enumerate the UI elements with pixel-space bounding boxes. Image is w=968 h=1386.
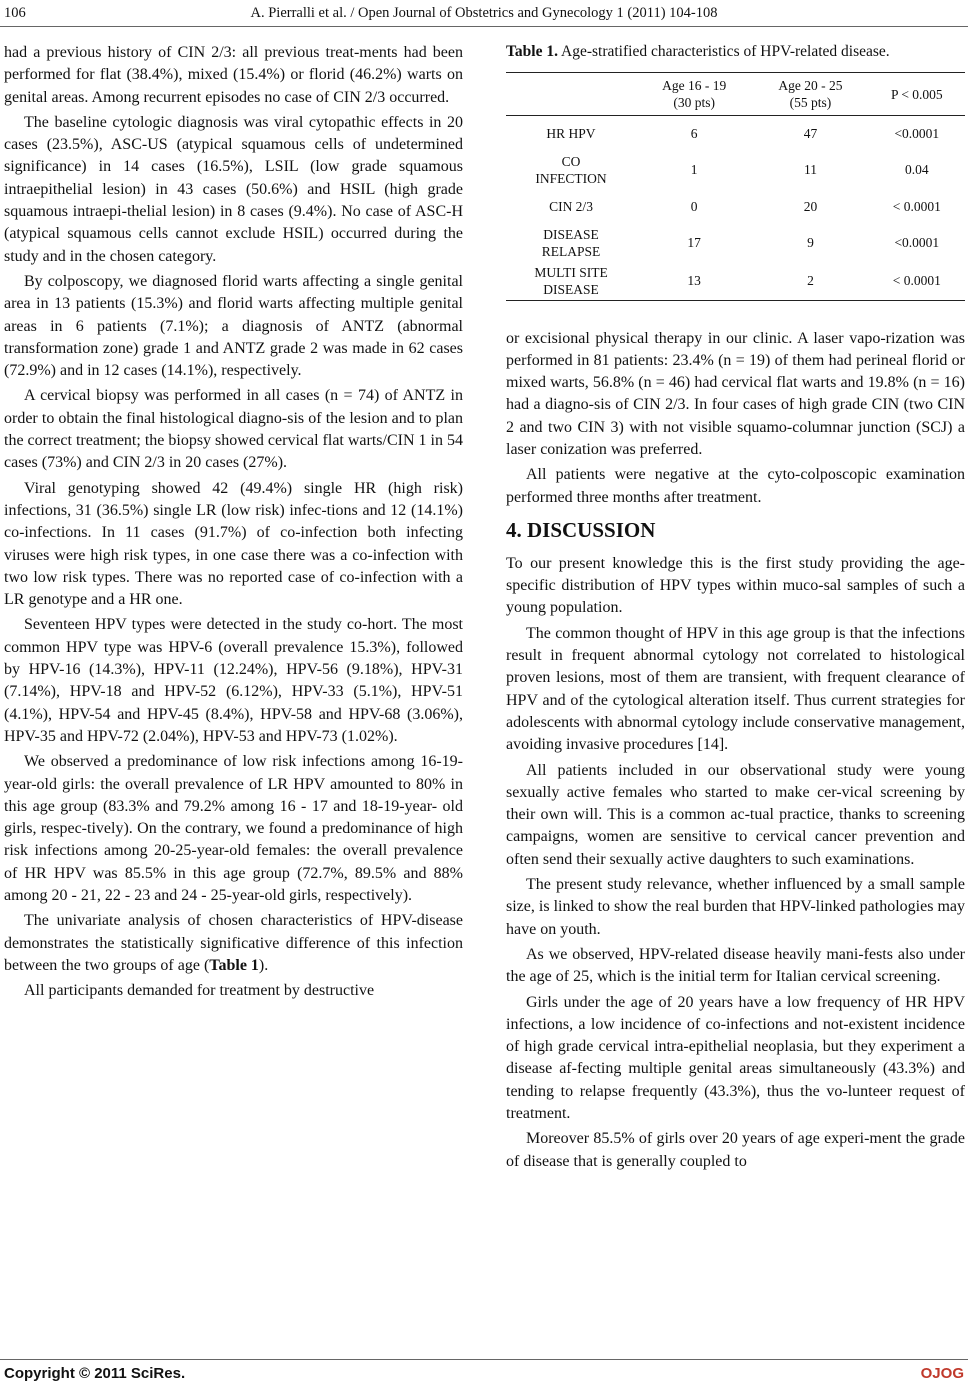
running-title: A. Pierralli et al. / Open Journal of Obstetrics and Gynecology 1 (2011) 104-108 — [250, 5, 718, 21]
paragraph: Seventeen HPV types were detected in the study co-hort. The most common HPV type was HPV-6 (overall prevalence 15.3%), followed by HPV-16 (14.3%), HPV-11 (12.24%), HPV-56 (9.18%), HPV-31 (7.14%), HPV-18 and HPV-52 (6.12%), HPV-33 (5.1%), HPV-51 (4.1%), HPV-54 and HPV-45 (8.4%), HPV-58 and HPV-68 (3.06%), HPV-35 and HPV-72 (2.04%), HPV-53 and HPV-73 (1.02%). — [4, 616, 463, 745]
cell-age-16-19: 13 — [687, 273, 701, 288]
paragraph: All patients were negative at the cyto-colposcopic examination performed three months after treatment. — [506, 466, 965, 506]
row-label-line: RELAPSE — [541, 243, 601, 259]
table-row — [506, 262, 965, 301]
table-header-empty — [506, 73, 636, 116]
paragraph: To our present knowledge this is the first study providing the age-specific distribution of HPV types within muco-sal samples of such a young population. — [506, 554, 965, 617]
row-label — [506, 189, 636, 224]
row-label — [506, 262, 636, 301]
paragraph-univariate — [4, 910, 463, 977]
cell-age-16-19: 17 — [687, 235, 701, 250]
table-caption-label: Table 1. — [506, 43, 558, 60]
cell-p-value: <0.0001 — [894, 235, 940, 250]
cell-age-20-25: 11 — [803, 162, 817, 177]
row-label-line: CIN 2/3 — [549, 198, 593, 214]
cell-age-20-25: 2 — [807, 273, 814, 288]
page-footer — [0, 1359, 968, 1386]
cell-age-20-25: 47 — [803, 125, 818, 141]
table-header-row — [506, 73, 965, 116]
cell-p-value: <0.0001 — [894, 125, 940, 141]
paragraph: All participants demanded for treatment by destructive — [24, 982, 375, 1000]
paragraph: The common thought of HPV in this age group is that the infections result in frequent abnormal cytology not correlated to histological proven lesions, most of them are transient, with frequent clearance of HPV and of the cytological alteration itself. Thus current strategies for adolescents with abnormal cytology include conservative management, avoiding invasive procedures [14]. — [506, 624, 965, 754]
page-number: 106 — [4, 5, 26, 21]
paragraph: By colposcopy, we diagnosed florid warts affecting a single genital area in 13 patients (15.3%) and florid warts affecting multiple genital areas in 6 patients (7.1%); a diagnosis of ANTZ (abnormal transformation zone) grade 1 and ANTZ grade 2 was made in 62 cases (72.9%) and in 12 cases (14.1%), respectively. — [4, 272, 463, 380]
row-label-line: MULTI SITE — [534, 264, 608, 280]
table-header-p-value: P < 0.005 — [890, 86, 943, 102]
table-row — [506, 189, 965, 224]
header-line: Age 20 - 25 — [778, 78, 843, 93]
table-header-age-20-25 — [752, 73, 868, 116]
characteristics-table — [506, 72, 965, 301]
table-row — [506, 151, 965, 189]
footer-rule — [0, 1359, 968, 1360]
table-caption-text: Age-stratified characteristics of HPV-related disease. — [557, 43, 890, 60]
header-rule — [0, 26, 968, 27]
paragraph: or excisional physical therapy in our clinic. A laser vapo-rization was performed in 81 patients: 23.4% (n = 19) of them had perineal florid or mixed warts, 56.8% (n = 46) had cervical flat warts and 19.8% (n = 16) had a diagno-sis of CIN 2/3. In four cases of high grade CIN (two CIN 2 and two CIN 3) with not visible squamo-columnar junction (SCJ) a laser conization was preferred. — [506, 329, 965, 458]
table-spacer — [506, 301, 965, 328]
cell-age-20-25: 20 — [803, 198, 818, 214]
paragraph-text-end: ). — [258, 956, 269, 974]
paragraph: Girls under the age of 20 years have a low frequency of HR HPV infections, a low incidence of co-infections and not-existent incidence of high grade cervical intra-epithelial neoplasia, but they experiment a disease af-fecting multiple genital areas simultaneously (43.3%) and tending to relapse frequently (43.3%), thus the vo-lunteer request of treatment. — [506, 993, 965, 1122]
row-label — [506, 224, 636, 262]
header-line: Age 16 - 19 — [662, 78, 727, 93]
paragraph: The baseline cytologic diagnosis was viral cytopathic effects in 20 cases (23.5%), ASC-US (atypical squamous cells of undetermined significance) in 14 cases (16.5%), LSIL (low grade squamous intraepithelial lesion) in 43 cases (50.6%) and HSIL (high grade squamous intraepi-thelial lesion) in 8 cases (9.4%). No case of ASC-H (atypical squamous cells cannot exclude HSIL) occurred during the study and in the chosen category. — [4, 113, 463, 265]
paragraph: Moreover 85.5% of girls over 20 years of age experi-ment the grade of disease that is generally coupled to — [506, 1130, 965, 1170]
section-heading-discussion: 4. DISCUSSION — [506, 517, 656, 542]
row-label-line: HR HPV — [546, 125, 596, 141]
row-label-line: CO — [561, 153, 581, 169]
cell-age-16-19: 1 — [690, 162, 698, 177]
row-label-line: DISEASE — [543, 226, 599, 242]
cell-age-16-19: 6 — [690, 125, 698, 141]
row-label — [506, 151, 636, 189]
row-label-line: INFECTION — [535, 170, 607, 186]
cell-age-20-25: 9 — [807, 235, 814, 250]
cell-age-16-19: 0 — [690, 198, 698, 214]
cell-p-value: < 0.0001 — [892, 198, 941, 214]
page-header — [0, 0, 968, 28]
paragraph: had a previous history of CIN 2/3: all previous treat-ments had been performed for flat (38.4%), mixed (15.4%) or florid (46.2%) warts on genital areas. Among recurrent episodes no case of CIN 2/3 occurred. — [4, 44, 463, 106]
table-row — [506, 116, 965, 151]
table-reference-link[interactable]: Table 1 — [209, 956, 259, 974]
cell-p-value: < 0.0001 — [892, 273, 941, 288]
table-row — [506, 224, 965, 262]
row-label-line: DISEASE — [543, 281, 599, 297]
row-label — [506, 116, 636, 151]
header-line: (30 pts) — [673, 95, 715, 110]
table-caption — [506, 42, 965, 62]
paragraph: The present study relevance, whether influenced by a small sample size, is linked to show the real burden that HPV-linked pathologies may have on youth. — [506, 876, 965, 938]
left-column — [4, 42, 463, 1005]
paragraph: As we observed, HPV-related disease heavily mani-fests also under the age of 25, which is the initial term for Italian cervical screening. — [506, 945, 965, 986]
copyright-notice: Copyright © 2011 SciRes. — [4, 1365, 186, 1382]
cell-p-value: 0.04 — [905, 162, 929, 177]
right-column — [506, 42, 965, 1176]
header-line: (55 pts) — [789, 95, 832, 110]
paragraph: We observed a predominance of low risk infections among 16-19-year-old girls: the overall prevalence of LR HPV amounted to 80% in this age group (83.3% and 79.2% among 16 - 17 and 18-19-year- old girls, respec-tively). On the contrary, we found a predominance of high risk infections among 20-25-year-old females: the overall prevalence of HR HPV was 85.5% in this age group (72.7%, 89.5% and 88% among 20 - 21, 22 - 23 and 24 - 25-year-old girls, respectively). — [4, 753, 463, 904]
table-header-age-16-19 — [636, 73, 752, 116]
paragraph-text: The univariate analysis of chosen characteristics of HPV-disease demonstrates the statistically significative difference of this infection between the two groups of age ( — [4, 912, 463, 974]
journal-abbreviation: OJOG — [920, 1365, 964, 1382]
paragraph: Viral genotyping showed 42 (49.4%) single HR (high risk) infections, 31 (36.5%) single LR (low risk) infec-tions and 12 (14.1%) co-infections. In 11 cases (91.7%) of co-infection both infecting viruses were high risk types, in one case there was a co-infection with two low risk types. There was no reported case of co-infection with a LR genotype and a HR one. — [4, 479, 463, 609]
paragraph: All patients included in our observational study were young sexually active females who started to make cer-vical screening by their own will. This is a common ac-tual practice, thanks to screening campaigns, women are sensitive to cervical cancer prevention and often send their sexually active daughters to such examinations. — [506, 761, 965, 868]
paragraph: A cervical biopsy was performed in all cases (n = 74) of ANTZ in order to obtain the final histological diagno-sis of the lesion and to plan the correct treatment; the biopsy showed cervical flat warts/CIN 1 in 54 cases (73%) and CIN 2/3 in 20 cases (27%). — [4, 387, 463, 472]
